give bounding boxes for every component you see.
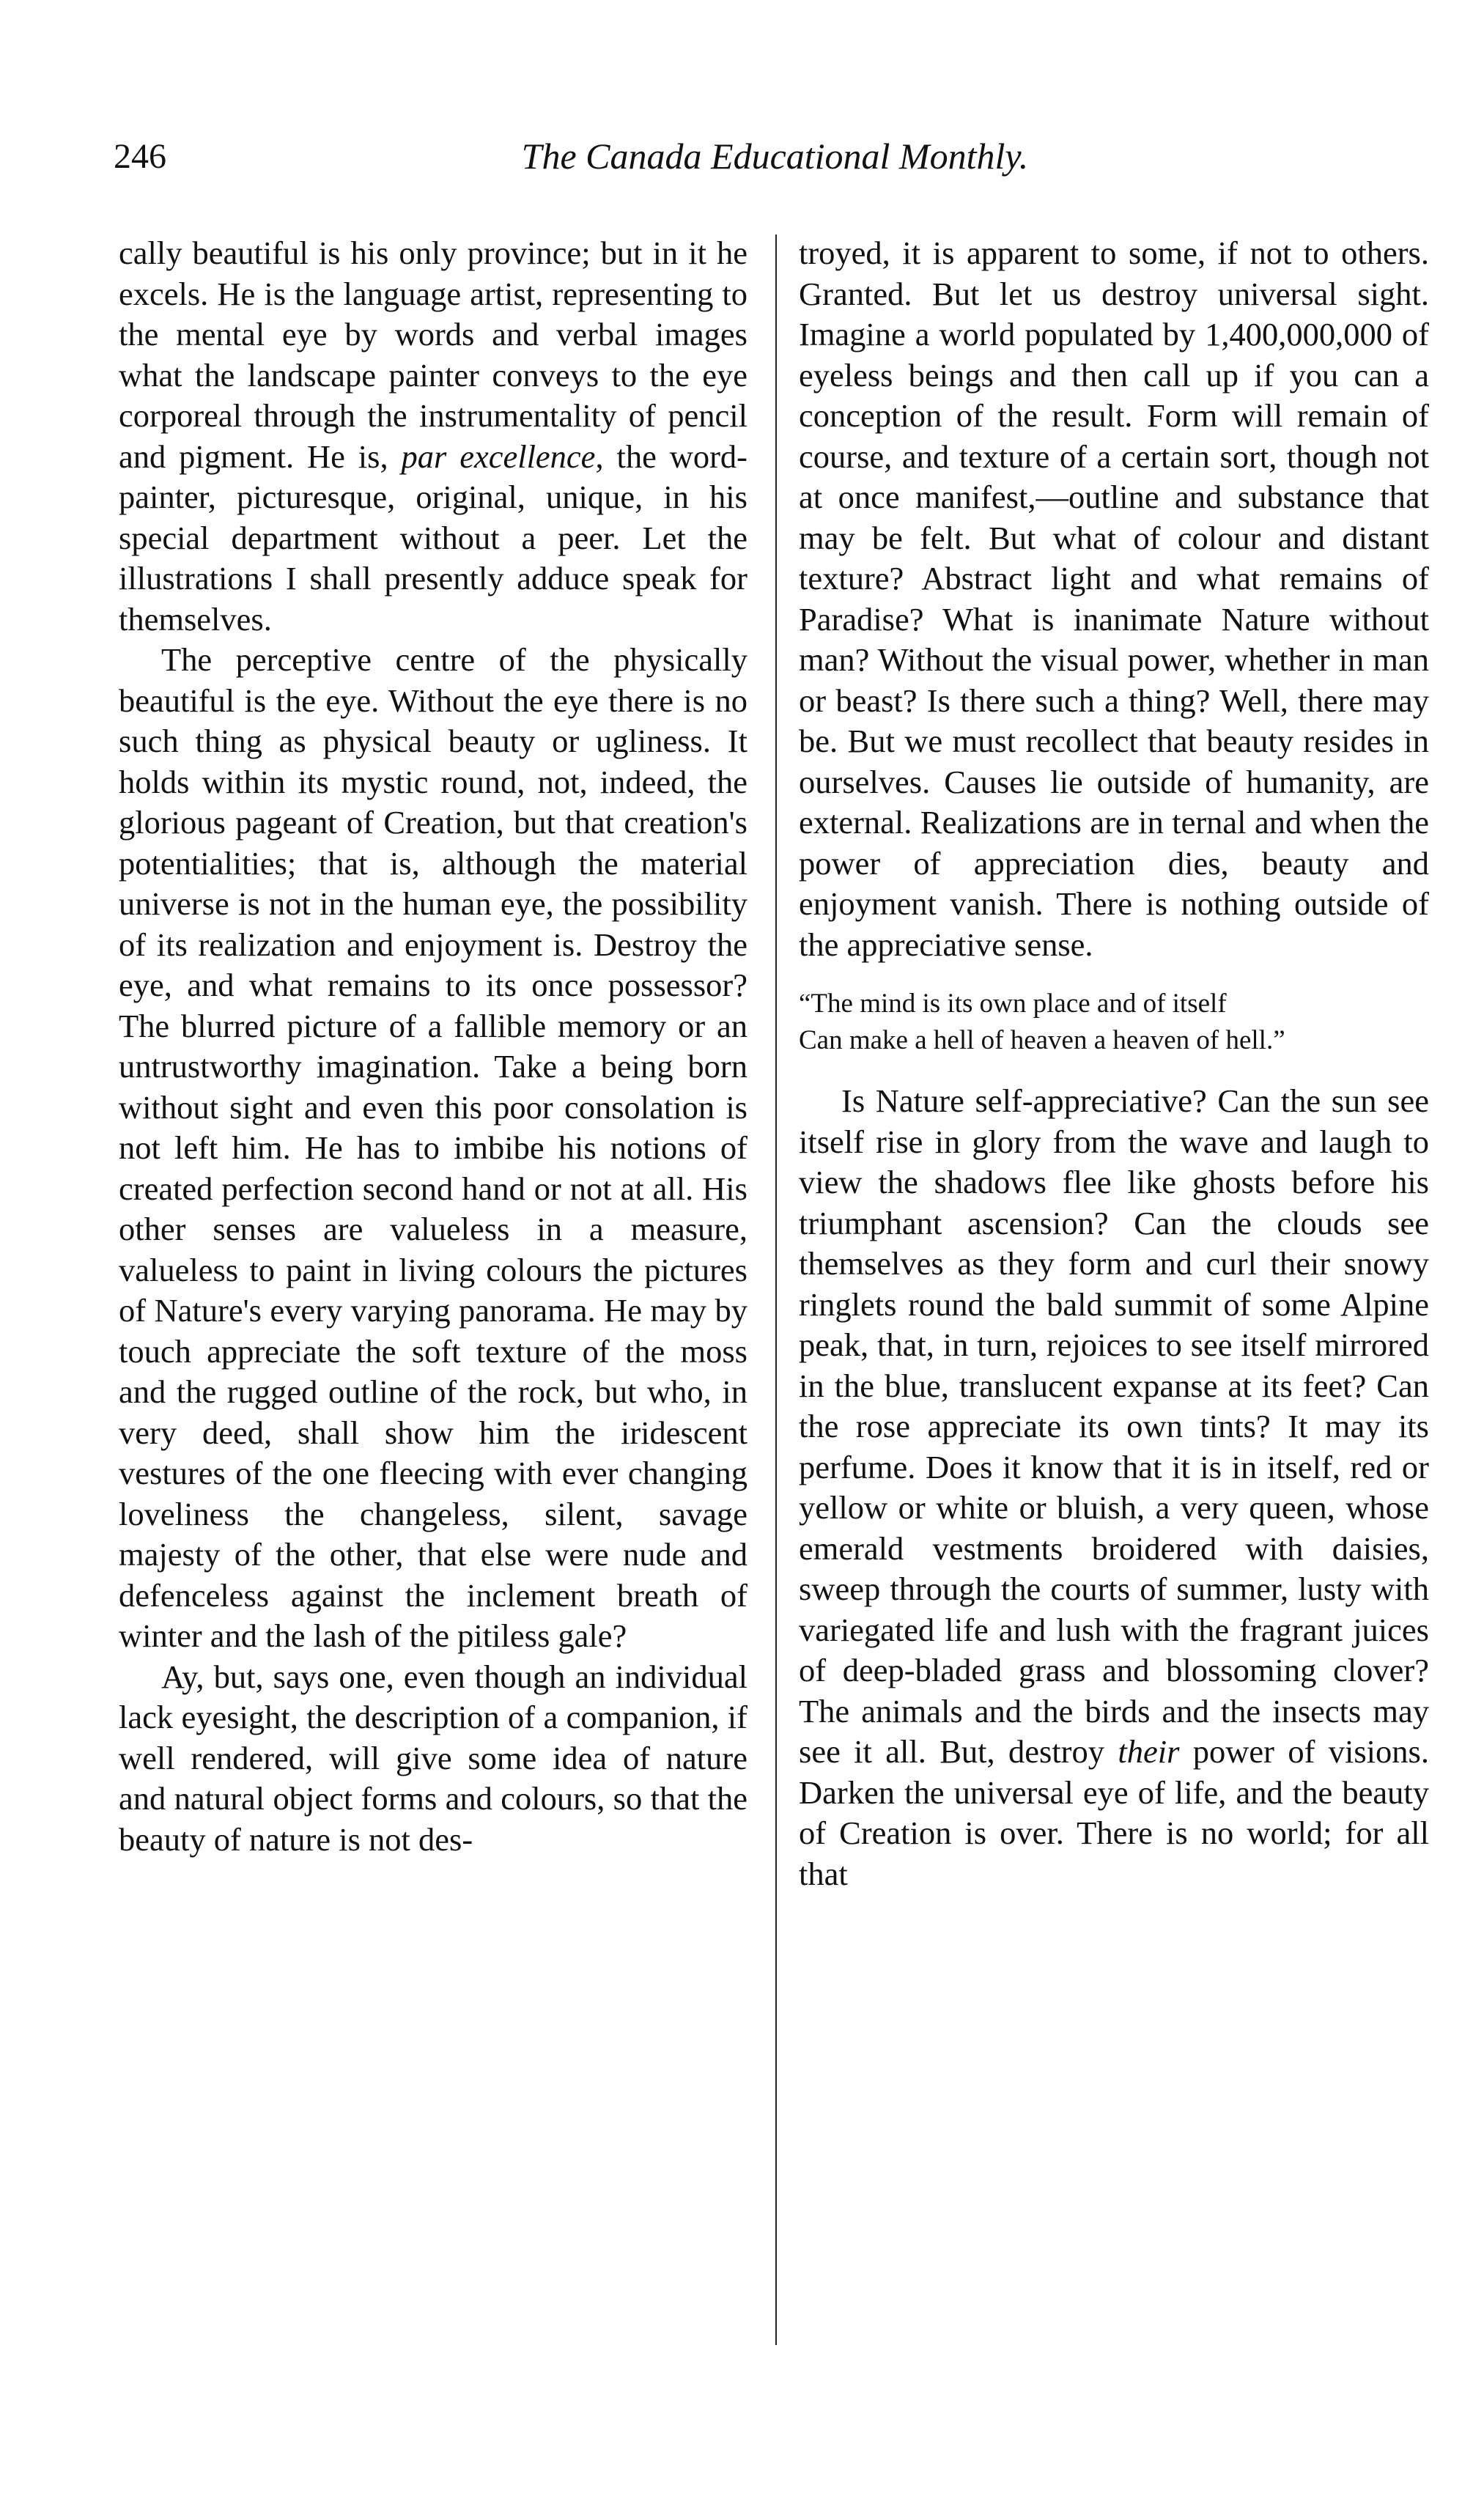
emphasis: par excellence	[401, 437, 596, 475]
paragraph: troyed, it is apparent to some, if not to others. Granted. But let us destroy universal sight. Imagine a world populated by 1,400,000,000 of eyeless beings and then call up if you can a conception of the result. Form will remain of course, and texture of a certain sort, though not at once manifest,—outline and substance that may be felt. But what of colour and distant texture? Abstract light and what remains of Paradise? What is inanimate Nature without man? Without the visual power, whether in man or beast? Is there such a thing? Well, there may be. But we must recollect that beauty resides in ourselves. Causes lie outside of humanity, are external. Realizations are in ternal and when the power of appreciation dies, beauty and enjoyment vanish. There is nothing outside of the appreciative sense.	[799, 235, 1429, 963]
paragraph: cally beautiful is his only province; but in it he excels. He is the language artist, representing to the mental eye by words and verbal images what the landscape painter conveys to the eye corporeal through the instrumentality of pencil and pigment. He is, par excellence, the word-painter, picturesque, original, unique, in his special department without a peer. Let the illustrations I shall presently adduce speak for themselves.	[119, 235, 747, 638]
column-rule	[775, 235, 777, 2345]
quote-line: Can make a hell of heaven a heaven of hell.”	[799, 1025, 1285, 1055]
left-column	[119, 233, 747, 1860]
page-number: 246	[114, 137, 166, 176]
block-quote	[799, 986, 1429, 1059]
right-column	[799, 233, 1429, 1894]
running-title: The Canada Educational Monthly.	[521, 136, 1029, 177]
quote-line: “The mind is its own place and of itself	[799, 989, 1227, 1019]
paragraph: Ay, but, says one, even though an individual lack eyesight, the description of a companion, if well rendered, will give some idea of nature and natural object forms and colours, so that the beauty of nature is not des-	[119, 1658, 747, 1858]
paragraph: Is Nature self-appreciative? Can the sun see itself rise in glory from the wave and laugh to view the shadows flee like ghosts before his triumphant ascension? Can the clouds see themselves as they form and curl their snowy ringlets round the bald summit of some Alpine peak, that, in turn, rejoices to see itself mirrored in the blue, translucent expanse at its feet? Can the rose appreciate its own tints? It may its perfume. Does it know that it is in itself, red or yellow or white or bluish, a very queen, whose emerald vestments broidered with daisies, sweep through the courts of summer, lusty with variegated life and lush with the fragrant juices of deep-bladed grass and blossoming clover? The animals and the birds and the insects may see it all. But, destroy their power of visions. Darken the universal eye of life, and the beauty of Creation is over. There is no world; for all that	[799, 1082, 1429, 1892]
paragraph: The perceptive centre of the physically beautiful is the eye. Without the eye there is no such thing as physical beauty or ugliness. It holds within its mystic round, not, indeed, the glorious pageant of Creation, but that creation's potentialities; that is, although the material universe is not in the human eye, the possibility of its realization and enjoyment is. Destroy the eye, and what remains to its once possessor? The blurred picture of a fallible memory or an untrustworthy imagination. Take a being born without sight and even this poor consolation is not left him. He has to imbibe his notions of created perfection second hand or not at all. His other senses are valueless in a measure, valueless to paint in living colours the pictures of Nature's every varying panorama. He may by touch appreciate the soft texture of the moss and the rugged outline of the rock, but who, in very deed, shall show him the iridescent vestures of the one fleecing with ever changing loveliness the changeless, silent, savage majesty of the other, that else were nude and defenceless against the inclement breath of winter and the lash of the pitiless gale?	[119, 641, 747, 1654]
emphasis: their	[1118, 1733, 1180, 1770]
